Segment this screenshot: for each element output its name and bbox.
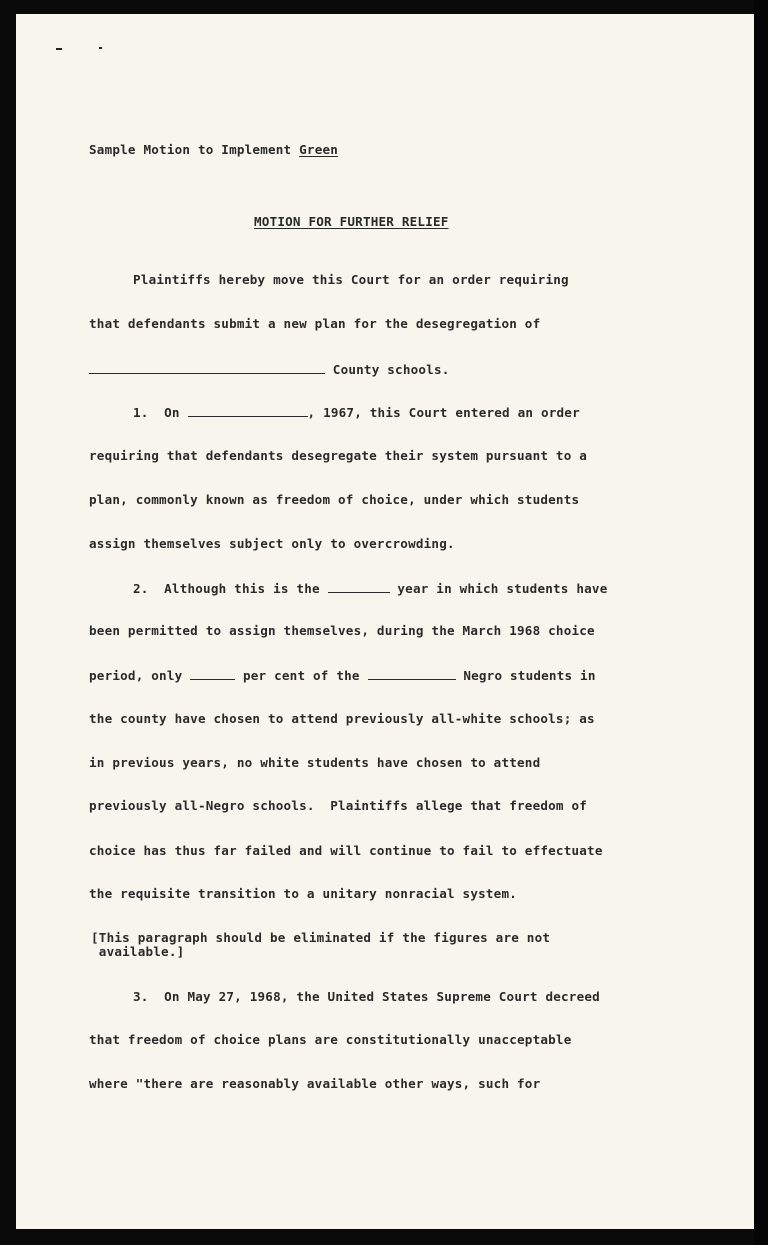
paragraph-1-line: requiring that defendants desegregate their system pursuant to a: [89, 448, 588, 463]
county-name-blank: [89, 361, 325, 374]
paragraph-2-line: the county have chosen to attend previously all-white schools; as: [89, 711, 595, 726]
intro-line: County schools.: [89, 361, 450, 377]
count-blank: [368, 667, 456, 680]
paragraph-2-line: period, only per cent of the Negro students in: [89, 668, 596, 683]
paragraph-1-line: 1. On , 1967, this Court entered an order: [133, 405, 580, 420]
paragraph-2-line: choice has thus far failed and will continue to fail to effectuate: [89, 843, 603, 858]
percent-blank: [190, 667, 235, 680]
paragraph-3-line: that freedom of choice plans are constitutionally unacceptable: [89, 1032, 572, 1047]
paragraph-2-line: previously all-Negro schools. Plaintiffs allege that freedom of: [89, 798, 588, 813]
year-blank: [328, 580, 390, 593]
intro-line: Plaintiffs hereby move this Court for an order requiring: [133, 272, 569, 287]
editorial-note: [This paragraph should be eliminated if the figures are not: [91, 930, 551, 945]
scan-mark: [56, 48, 62, 50]
document-header: Sample Motion to Implement Green: [89, 142, 339, 157]
editorial-note: available.]: [91, 944, 185, 959]
paragraph-3-line: where "there are reasonably available other ways, such for: [89, 1076, 541, 1091]
intro-line: that defendants submit a new plan for the desegregation of: [89, 316, 541, 331]
paragraph-3-line: 3. On May 27, 1968, the United States Supreme Court decreed: [133, 989, 600, 1004]
paragraph-1-line: assign themselves subject only to overcrowding.: [89, 536, 455, 551]
scan-mark: [99, 47, 102, 49]
paragraph-2-line: 2. Although this is the year in which students have: [133, 581, 608, 596]
paragraph-2-line: been permitted to assign themselves, during the March 1968 choice: [89, 623, 595, 638]
paragraph-1-line: plan, commonly known as freedom of choice, under which students: [89, 492, 580, 507]
scan-edge: [754, 0, 768, 1245]
date-blank: [188, 404, 308, 417]
paragraph-2-line: the requisite transition to a unitary nonracial system.: [89, 886, 518, 901]
document-title: MOTION FOR FURTHER RELIEF: [254, 214, 449, 229]
case-name: Green: [299, 142, 339, 157]
paragraph-2-line: in previous years, no white students have chosen to attend: [89, 755, 541, 770]
